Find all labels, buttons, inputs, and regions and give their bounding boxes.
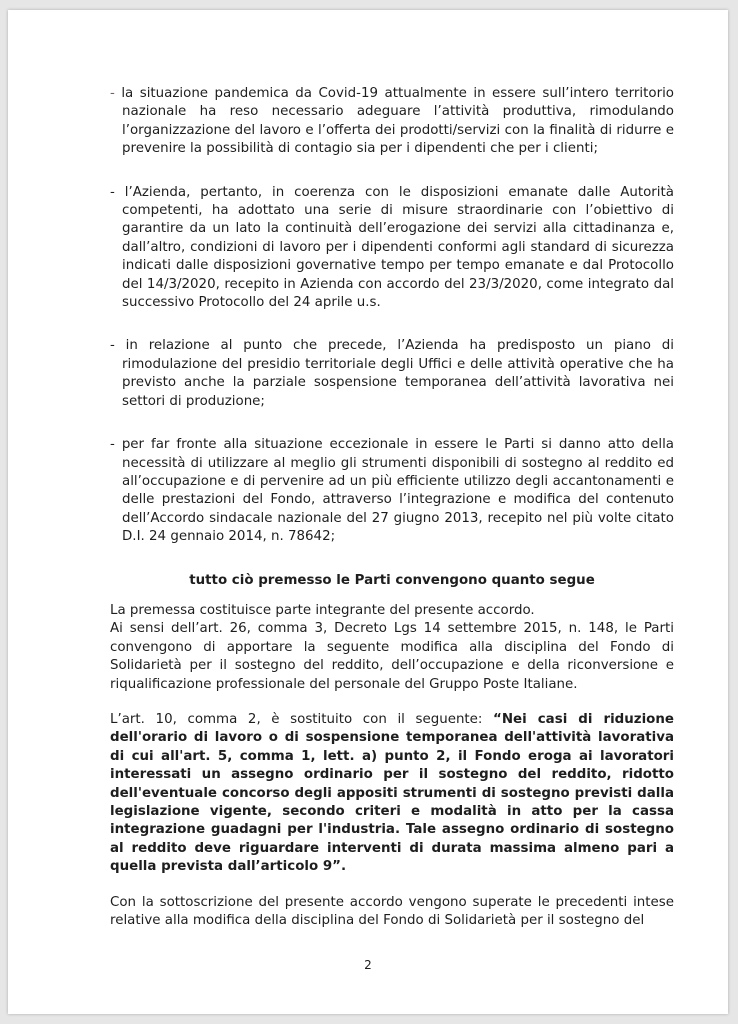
- bullet-dash: -: [110, 184, 115, 200]
- bullet-item: [110, 184, 674, 313]
- section-heading: tutto ciò premesso le Parti convengono quanto segue: [189, 572, 595, 588]
- paragraph-closing: Con la sottoscrizione del presente accordo vengono superate le precedenti intese relative alla modifica della disciplina del Fondo di Solidarietà per il sostegno del: [110, 894, 674, 929]
- paragraph-article: [110, 711, 674, 877]
- page-number: 2: [364, 958, 372, 972]
- bullet-item: [110, 85, 674, 159]
- bullet-text: per far fronte alla situazione eccezionale in essere le Parti si danno atto della necessità di utilizzare al meglio gli strumenti disponibili di sostegno al reddito ed all’occupazione e di pervenire ad un più efficiente utilizzo degli accantonamenti e delle prestazioni del Fondo, attraverso l’integrazione e modifica del contenuto dell’Accordo sindacale nazionale del 27 giugno 2013, recepito nel più volte citato D.I. 24 gennaio 2014, n. 78642;: [121, 437, 674, 545]
- bullet-item: [110, 436, 674, 546]
- bullet-dash: -: [110, 86, 115, 101]
- paragraph-line: Ai sensi dell’art. 26, comma 3, Decreto Lgs 14 settembre 2015, n. 148, le Parti convengono di apportare la seguente modifica alla disciplina del Fondo di Solidarietà per il sostegno del reddito, dell’occupazione e della riconversione e riqualificazione professionale del personale del Gruppo Poste Italiane.: [110, 621, 674, 692]
- bullet-text: in relazione al punto che precede, l’Azienda ha predisposto un piano di rimodulazione del presidio territoriale degli Uffici e delle attività operative che ha previsto anche la parziale sospensione temporanea dell’attività lavorativa nei settori di produzione;: [122, 338, 674, 409]
- bullet-item: [110, 337, 674, 411]
- bullet-dash: -: [110, 338, 115, 354]
- article-bold-text: “Nei casi di riduzione dell'orario di lavoro o di sospensione temporanea dell'attività lavorativa di cui all'art. 5, comma 1, lett. a) punto 2, il Fondo eroga ai lavoratori interessati un assegno ordinario per il sostegno del reddito, ridotto dell'eventuale concorso degli appositi strumenti di sostegno previsti dalla legislazione vigente, secondo criteri e modalità in atto per la cassa integrazione guadagni per l'industria. Tale assegno ordinario di sostegno al reddito deve riguardare interventi di durata massima almeno pari a quella prevista dall’articolo 9”.: [110, 711, 675, 875]
- paragraph-premessa: [110, 602, 674, 694]
- paragraph-line: La premessa costituisce parte integrante del presente accordo.: [110, 602, 535, 618]
- bullet-text: la situazione pandemica da Covid-19 attualmente in essere sull’intero territorio nazionale ha reso necessario adeguare l’attività produttiva, rimodulando l’organizzazione del lavoro e l’offerta dei prodotti/servizi con la finalità di ridurre e prevenire la possibilità di contagio sia per i dipendenti che per i clienti;: [121, 86, 674, 157]
- document-page: [8, 10, 728, 1014]
- article-intro: L’art. 10, comma 2, è sostituito con il seguente:: [110, 711, 494, 727]
- bullet-text: l’Azienda, pertanto, in coerenza con le disposizioni emanate dalle Autorità competenti, ha adottato una serie di misure straordinarie con l’obiettivo di garantire da un lato la continuità dell’erogazione dei servizi alla cittadinanza e, dall’altro, condizioni di lavoro per i dipendenti conformi agli standard di sicurezza indicati dalle disposizioni governative tempo per tempo emanate e dal Protocollo del 14/3/2020, recepito in Azienda con accordo del 23/3/2020, come integrato dal successivo Protocollo del 24 aprile u.s.: [122, 184, 674, 311]
- document-body: [110, 85, 674, 947]
- bullet-dash: -: [110, 437, 115, 453]
